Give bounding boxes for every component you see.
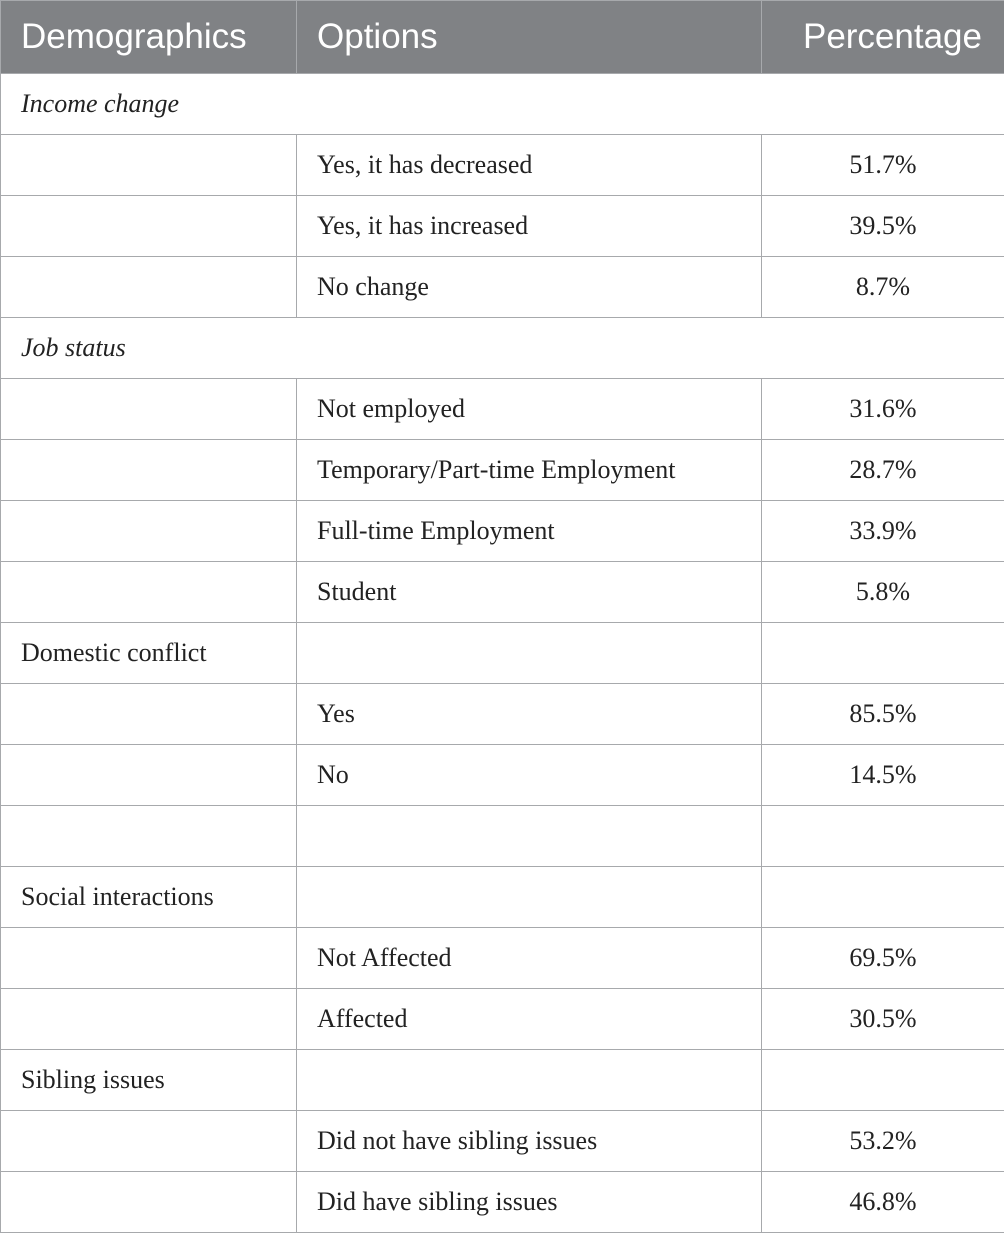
table-header	[1, 1, 1004, 74]
option-cell: Not Affected	[297, 928, 762, 989]
table-row	[1, 1111, 1004, 1172]
option-cell: Not employed	[297, 379, 762, 440]
percentage-cell: 33.9%	[762, 501, 1004, 562]
option-cell: No	[297, 745, 762, 806]
percentage-cell: 5.8%	[762, 562, 1004, 623]
table-row	[1, 440, 1004, 501]
empty-cell	[1, 501, 297, 562]
table-body	[1, 74, 1004, 1233]
percentage-cell: 85.5%	[762, 684, 1004, 745]
empty-cell	[762, 867, 1004, 928]
empty-cell	[1, 379, 297, 440]
section-row	[1, 623, 1004, 684]
table-row	[1, 196, 1004, 257]
table-row	[1, 745, 1004, 806]
percentage-cell: 14.5%	[762, 745, 1004, 806]
section-row	[1, 867, 1004, 928]
option-cell: Yes, it has increased	[297, 196, 762, 257]
section-row	[1, 318, 1004, 379]
empty-cell	[1, 440, 297, 501]
table-row	[1, 501, 1004, 562]
empty-cell	[1, 196, 297, 257]
percentage-cell: 46.8%	[762, 1172, 1004, 1233]
table-row	[1, 379, 1004, 440]
empty-cell	[1, 745, 297, 806]
percentage-cell: 69.5%	[762, 928, 1004, 989]
option-cell: Affected	[297, 989, 762, 1050]
empty-cell	[762, 1050, 1004, 1111]
section-label: Social interactions	[1, 867, 297, 928]
empty-cell	[1, 1172, 297, 1233]
section-label: Job status	[1, 318, 1004, 379]
table-row	[1, 928, 1004, 989]
empty-cell	[297, 806, 762, 867]
option-cell: Full-time Employment	[297, 501, 762, 562]
section-row	[1, 1050, 1004, 1111]
percentage-cell: 51.7%	[762, 135, 1004, 196]
empty-cell	[1, 562, 297, 623]
empty-cell	[1, 989, 297, 1050]
table-row	[1, 135, 1004, 196]
option-cell: No change	[297, 257, 762, 318]
option-cell: Did not have sibling issues	[297, 1111, 762, 1172]
percentage-cell: 53.2%	[762, 1111, 1004, 1172]
percentage-cell: 30.5%	[762, 989, 1004, 1050]
percentage-cell: 39.5%	[762, 196, 1004, 257]
section-row	[1, 74, 1004, 135]
header-percentage: Percentage	[762, 1, 1004, 74]
option-cell: Yes	[297, 684, 762, 745]
empty-cell	[762, 806, 1004, 867]
header-options: Options	[297, 1, 762, 74]
empty-cell	[1, 684, 297, 745]
option-cell: Temporary/Part-time Employment	[297, 440, 762, 501]
option-cell: Did have sibling issues	[297, 1172, 762, 1233]
table-row	[1, 257, 1004, 318]
table-row	[1, 684, 1004, 745]
empty-cell	[1, 806, 297, 867]
empty-cell	[1, 928, 297, 989]
percentage-cell: 28.7%	[762, 440, 1004, 501]
section-label: Domestic conflict	[1, 623, 297, 684]
empty-cell	[297, 1050, 762, 1111]
empty-cell	[1, 257, 297, 318]
empty-row	[1, 806, 1004, 867]
percentage-cell: 8.7%	[762, 257, 1004, 318]
table-row	[1, 1172, 1004, 1233]
option-cell: Student	[297, 562, 762, 623]
option-cell: Yes, it has decreased	[297, 135, 762, 196]
percentage-cell: 31.6%	[762, 379, 1004, 440]
header-row	[1, 1, 1004, 74]
empty-cell	[1, 135, 297, 196]
section-label: Income change	[1, 74, 1004, 135]
empty-cell	[762, 623, 1004, 684]
empty-cell	[297, 623, 762, 684]
header-demographics: Demographics	[1, 1, 297, 74]
table-row	[1, 989, 1004, 1050]
section-label: Sibling issues	[1, 1050, 297, 1111]
empty-cell	[1, 1111, 297, 1172]
table-row	[1, 562, 1004, 623]
empty-cell	[297, 867, 762, 928]
